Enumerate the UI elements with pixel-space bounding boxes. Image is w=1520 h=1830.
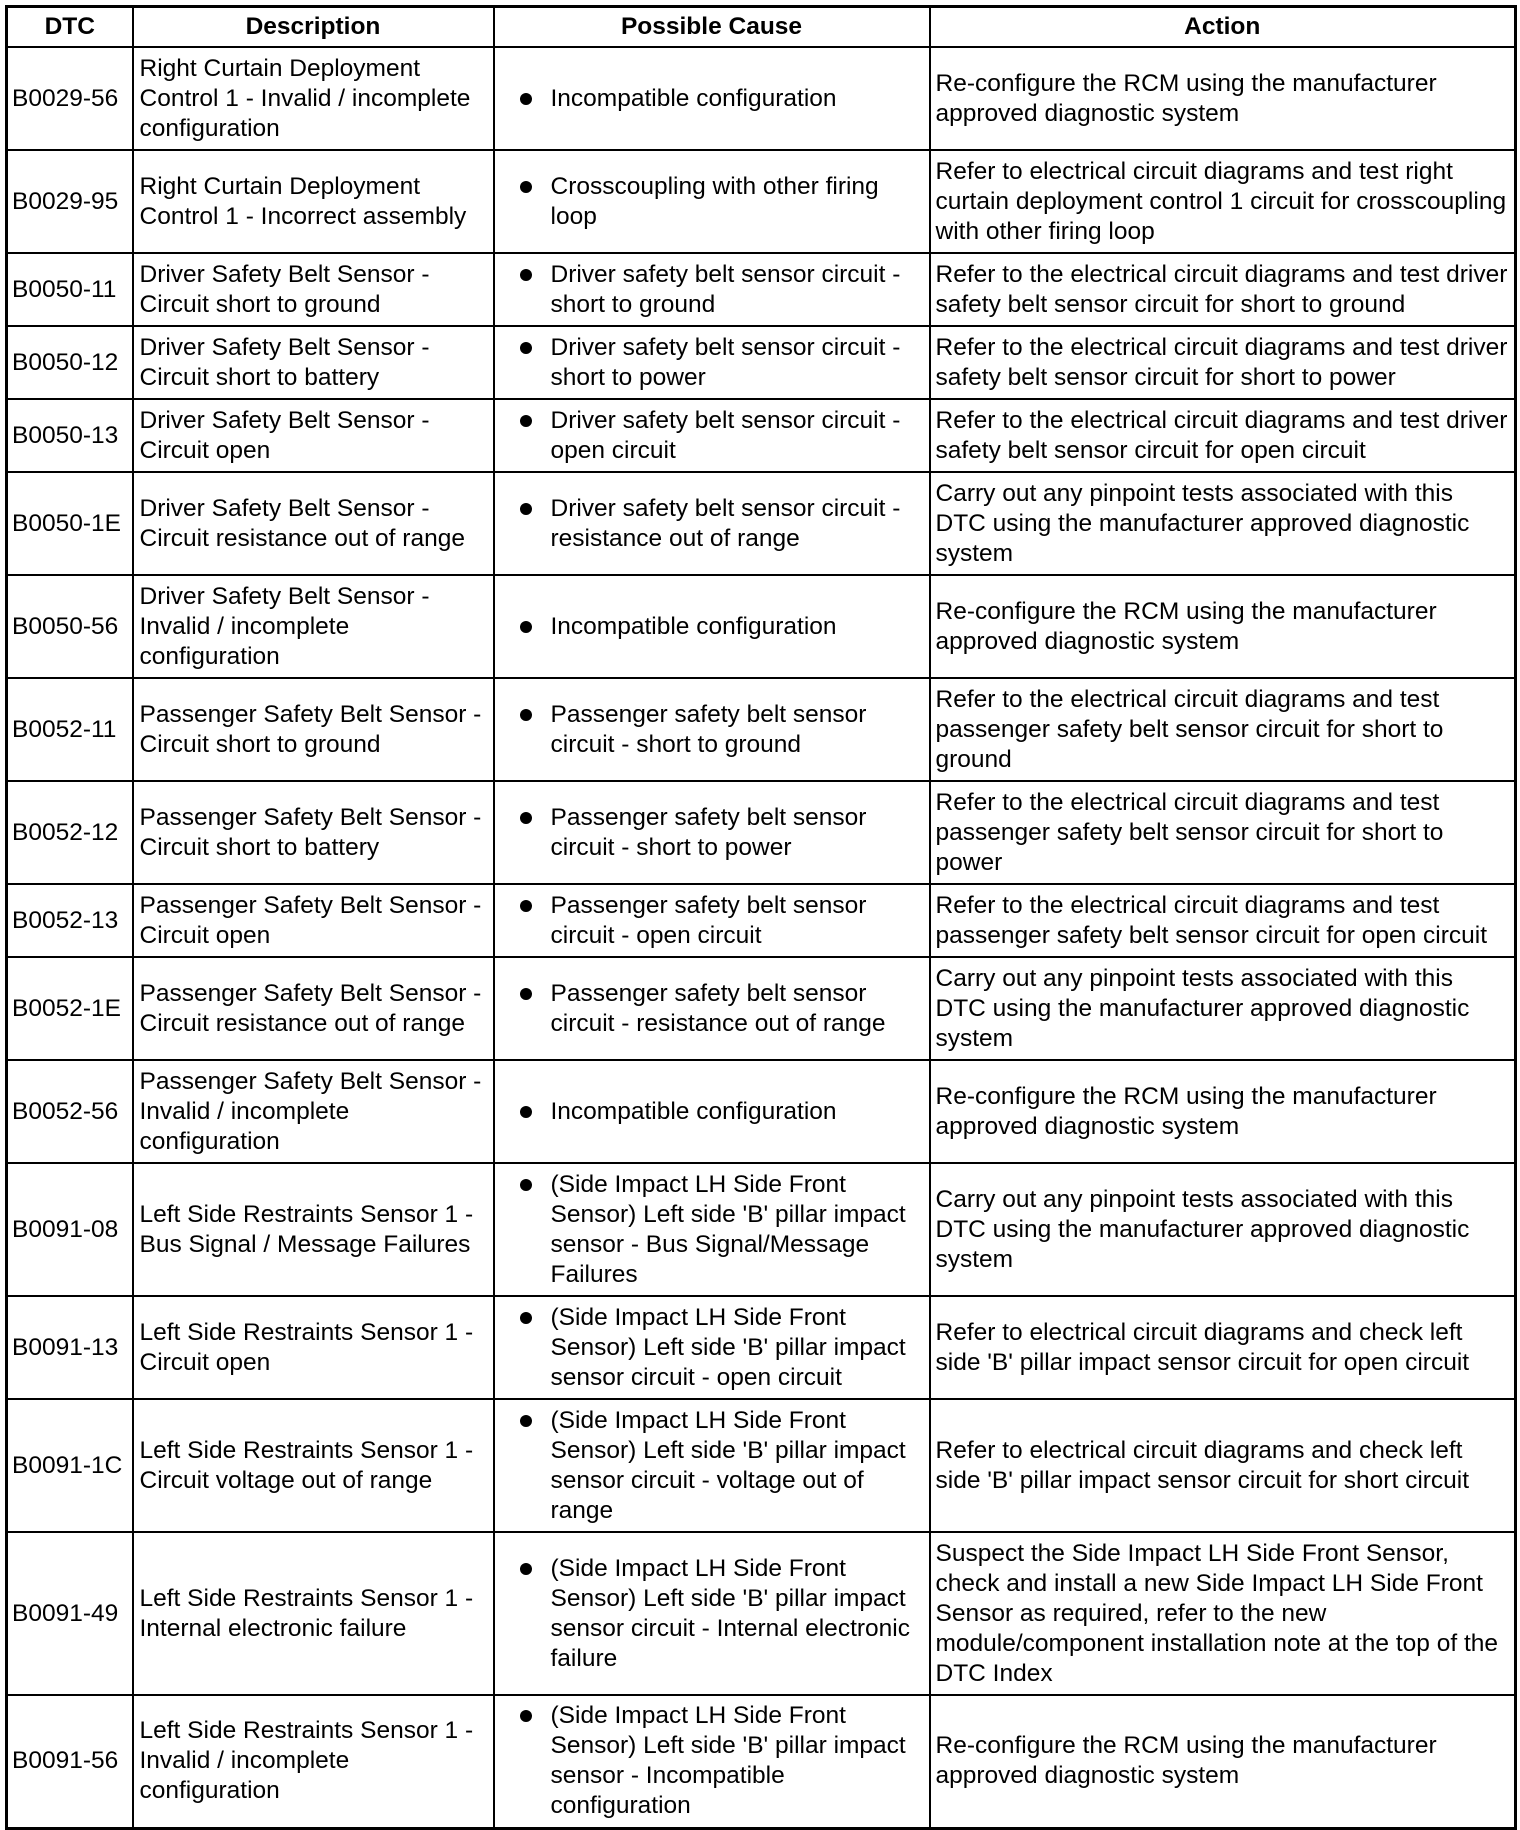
action-text: Refer to the electrical circuit diagrams and test driver safety belt sensor circuit for open circuit xyxy=(930,399,1516,472)
header-dtc: DTC xyxy=(7,7,133,48)
table-row xyxy=(7,1296,1516,1399)
cause-list-item xyxy=(515,1303,923,1393)
action-text: Re-configure the RCM using the manufacturer approved diagnostic system xyxy=(930,575,1516,678)
possible-cause xyxy=(494,1695,930,1828)
bullet-icon xyxy=(520,181,532,193)
dtc-code: B0091-56 xyxy=(7,1695,133,1828)
dtc-description: Passenger Safety Belt Sensor - Circuit resistance out of range xyxy=(133,957,494,1060)
table-row xyxy=(7,1399,1516,1532)
table-row xyxy=(7,150,1516,253)
dtc-description: Passenger Safety Belt Sensor - Invalid / incomplete configuration xyxy=(133,1060,494,1163)
table-row xyxy=(7,47,1516,150)
possible-cause xyxy=(494,326,930,399)
dtc-code: B0050-11 xyxy=(7,253,133,326)
possible-cause xyxy=(494,1532,930,1695)
action-text: Refer to the electrical circuit diagrams and test passenger safety belt sensor circuit for short to power xyxy=(930,781,1516,884)
possible-cause xyxy=(494,1399,930,1532)
bullet-icon xyxy=(520,1179,532,1191)
dtc-description: Driver Safety Belt Sensor - Circuit resistance out of range xyxy=(133,472,494,575)
bullet-icon xyxy=(520,988,532,1000)
dtc-description: Passenger Safety Belt Sensor - Circuit open xyxy=(133,884,494,957)
header-description: Description xyxy=(133,7,494,48)
action-text: Re-configure the RCM using the manufacturer approved diagnostic system xyxy=(930,1695,1516,1828)
cause-text: Incompatible configuration xyxy=(550,1097,837,1125)
bullet-icon xyxy=(520,93,532,105)
dtc-description: Left Side Restraints Sensor 1 - Internal electronic failure xyxy=(133,1532,494,1695)
dtc-code: B0052-12 xyxy=(7,781,133,884)
bullet-icon xyxy=(520,1710,532,1722)
possible-cause xyxy=(494,1296,930,1399)
table-row xyxy=(7,884,1516,957)
header-action: Action xyxy=(930,7,1516,48)
bullet-icon xyxy=(520,1563,532,1575)
cause-text: Passenger safety belt sensor circuit - open circuit xyxy=(550,891,867,949)
cause-list-item xyxy=(515,891,923,951)
bullet-icon xyxy=(520,1415,532,1427)
possible-cause xyxy=(494,150,930,253)
header-possible-cause: Possible Cause xyxy=(494,7,930,48)
action-text: Refer to the electrical circuit diagrams and test passenger safety belt sensor circuit for open circuit xyxy=(930,884,1516,957)
bullet-icon xyxy=(520,1106,532,1118)
bullet-icon xyxy=(520,415,532,427)
dtc-description: Right Curtain Deployment Control 1 - Invalid / incomplete configuration xyxy=(133,47,494,150)
cause-list-item xyxy=(515,1701,923,1821)
dtc-code: B0091-08 xyxy=(7,1163,133,1296)
cause-list-item xyxy=(515,333,923,393)
possible-cause xyxy=(494,884,930,957)
action-text: Re-configure the RCM using the manufacturer approved diagnostic system xyxy=(930,1060,1516,1163)
cause-list-item xyxy=(515,260,923,320)
cause-text: Passenger safety belt sensor circuit - short to power xyxy=(550,803,867,861)
dtc-code: B0052-11 xyxy=(7,678,133,781)
possible-cause xyxy=(494,957,930,1060)
dtc-code: B0091-1C xyxy=(7,1399,133,1532)
dtc-code: B0029-95 xyxy=(7,150,133,253)
table-row xyxy=(7,1163,1516,1296)
dtc-description: Left Side Restraints Sensor 1 - Circuit voltage out of range xyxy=(133,1399,494,1532)
possible-cause xyxy=(494,47,930,150)
dtc-code: B0050-12 xyxy=(7,326,133,399)
bullet-icon xyxy=(520,503,532,515)
dtc-code: B0091-13 xyxy=(7,1296,133,1399)
table-row xyxy=(7,399,1516,472)
table-header xyxy=(7,7,1516,48)
cause-list-item xyxy=(515,1554,923,1674)
table-row xyxy=(7,1695,1516,1828)
cause-text: Driver safety belt sensor circuit - open circuit xyxy=(550,406,901,464)
cause-text: Driver safety belt sensor circuit - short to power xyxy=(550,333,901,391)
action-text: Refer to the electrical circuit diagrams and test passenger safety belt sensor circuit for short to ground xyxy=(930,678,1516,781)
action-text: Carry out any pinpoint tests associated with this DTC using the manufacturer approved diagnostic system xyxy=(930,1163,1516,1296)
cause-list-item xyxy=(515,494,923,554)
dtc-table xyxy=(5,5,1517,1830)
dtc-code: B0091-49 xyxy=(7,1532,133,1695)
table-body xyxy=(7,47,1516,1828)
header-row xyxy=(7,7,1516,48)
table-row xyxy=(7,781,1516,884)
cause-list-item xyxy=(515,1406,923,1526)
dtc-description: Driver Safety Belt Sensor - Invalid / incomplete configuration xyxy=(133,575,494,678)
table-row xyxy=(7,678,1516,781)
action-text: Refer to electrical circuit diagrams and check left side 'B' pillar impact sensor circuit for open circuit xyxy=(930,1296,1516,1399)
table-row xyxy=(7,326,1516,399)
dtc-code: B0052-56 xyxy=(7,1060,133,1163)
bullet-icon xyxy=(520,1312,532,1324)
bullet-icon xyxy=(520,812,532,824)
dtc-description: Passenger Safety Belt Sensor - Circuit short to battery xyxy=(133,781,494,884)
cause-list-item xyxy=(515,84,923,114)
cause-list-item xyxy=(515,1170,923,1290)
possible-cause xyxy=(494,399,930,472)
bullet-icon xyxy=(520,342,532,354)
cause-list-item xyxy=(515,1097,923,1127)
cause-text: Incompatible configuration xyxy=(550,84,837,112)
dtc-code: B0050-1E xyxy=(7,472,133,575)
action-text: Refer to the electrical circuit diagrams and test driver safety belt sensor circuit for short to power xyxy=(930,326,1516,399)
dtc-description: Left Side Restraints Sensor 1 - Invalid / incomplete configuration xyxy=(133,1695,494,1828)
action-text: Refer to the electrical circuit diagrams and test driver safety belt sensor circuit for short to ground xyxy=(930,253,1516,326)
table-row xyxy=(7,1060,1516,1163)
bullet-icon xyxy=(520,621,532,633)
table-row xyxy=(7,472,1516,575)
bullet-icon xyxy=(520,269,532,281)
cause-list-item xyxy=(515,612,923,642)
possible-cause xyxy=(494,253,930,326)
cause-text: Crosscoupling with other firing loop xyxy=(550,172,879,230)
possible-cause xyxy=(494,472,930,575)
cause-text: Driver safety belt sensor circuit - short to ground xyxy=(550,260,901,318)
dtc-description: Driver Safety Belt Sensor - Circuit short to ground xyxy=(133,253,494,326)
table-row xyxy=(7,575,1516,678)
cause-text: Passenger safety belt sensor circuit - short to ground xyxy=(550,700,867,758)
action-text: Refer to electrical circuit diagrams and check left side 'B' pillar impact sensor circuit for short circuit xyxy=(930,1399,1516,1532)
dtc-description: Passenger Safety Belt Sensor - Circuit short to ground xyxy=(133,678,494,781)
bullet-icon xyxy=(520,900,532,912)
dtc-code: B0050-56 xyxy=(7,575,133,678)
dtc-description: Right Curtain Deployment Control 1 - Incorrect assembly xyxy=(133,150,494,253)
action-text: Carry out any pinpoint tests associated with this DTC using the manufacturer approved diagnostic system xyxy=(930,472,1516,575)
cause-text: (Side Impact LH Side Front Sensor) Left side 'B' pillar impact sensor - Incompatible configuration xyxy=(550,1702,906,1820)
dtc-code: B0029-56 xyxy=(7,47,133,150)
table-row xyxy=(7,1532,1516,1695)
cause-text: Passenger safety belt sensor circuit - resistance out of range xyxy=(550,979,886,1037)
cause-text: Driver safety belt sensor circuit - resistance out of range xyxy=(550,494,901,552)
dtc-description: Driver Safety Belt Sensor - Circuit open xyxy=(133,399,494,472)
cause-list-item xyxy=(515,803,923,863)
dtc-code: B0050-13 xyxy=(7,399,133,472)
cause-text: (Side Impact LH Side Front Sensor) Left side 'B' pillar impact sensor - Bus Signal/Message Failures xyxy=(550,1170,906,1288)
cause-list-item xyxy=(515,172,923,232)
dtc-description: Left Side Restraints Sensor 1 - Circuit open xyxy=(133,1296,494,1399)
possible-cause xyxy=(494,1060,930,1163)
table-row xyxy=(7,253,1516,326)
possible-cause xyxy=(494,1163,930,1296)
cause-text: (Side Impact LH Side Front Sensor) Left side 'B' pillar impact sensor circuit - voltage out of range xyxy=(550,1406,906,1524)
cause-list-item xyxy=(515,406,923,466)
action-text: Carry out any pinpoint tests associated with this DTC using the manufacturer approved diagnostic system xyxy=(930,957,1516,1060)
cause-text: Incompatible configuration xyxy=(550,612,837,640)
table-row xyxy=(7,957,1516,1060)
possible-cause xyxy=(494,678,930,781)
action-text: Refer to electrical circuit diagrams and test right curtain deployment control 1 circuit for crosscoupling with other firing loop xyxy=(930,150,1516,253)
cause-text: (Side Impact LH Side Front Sensor) Left side 'B' pillar impact sensor circuit - open circuit xyxy=(550,1303,906,1391)
bullet-icon xyxy=(520,709,532,721)
action-text: Re-configure the RCM using the manufacturer approved diagnostic system xyxy=(930,47,1516,150)
dtc-code: B0052-13 xyxy=(7,884,133,957)
dtc-code: B0052-1E xyxy=(7,957,133,1060)
cause-list-item xyxy=(515,979,923,1039)
cause-text: (Side Impact LH Side Front Sensor) Left side 'B' pillar impact sensor circuit - Internal electronic failure xyxy=(550,1554,910,1672)
cause-list-item xyxy=(515,700,923,760)
dtc-description: Left Side Restraints Sensor 1 - Bus Signal / Message Failures xyxy=(133,1163,494,1296)
possible-cause xyxy=(494,575,930,678)
action-text: Suspect the Side Impact LH Side Front Sensor, check and install a new Side Impact LH Side Front Sensor as required, refer to the new module/component installation note at the top of the DTC Index xyxy=(930,1532,1516,1695)
possible-cause xyxy=(494,781,930,884)
dtc-description: Driver Safety Belt Sensor - Circuit short to battery xyxy=(133,326,494,399)
